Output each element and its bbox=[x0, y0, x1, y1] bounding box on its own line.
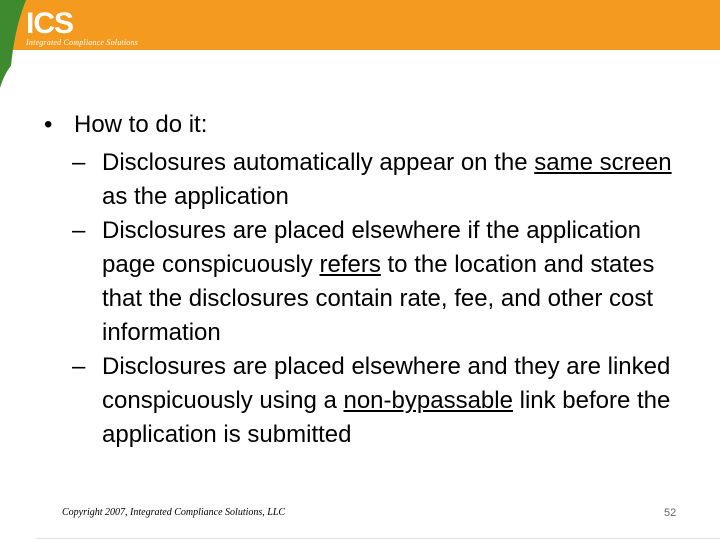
underlined-text: refers bbox=[319, 251, 381, 278]
sub-bullet-item bbox=[44, 146, 684, 214]
main-bullet-text: How to do it: bbox=[74, 111, 208, 138]
copyright-footer: Copyright 2007, Integrated Compliance Solutions, LLC bbox=[62, 507, 286, 518]
sub-bullet-text: Disclosures automatically appear on the bbox=[102, 149, 535, 176]
sub-bullet-item bbox=[44, 214, 684, 350]
bullet-dot-icon: • bbox=[44, 111, 53, 138]
sub-bullet-text: to the location and states that the disclosures contain rate, fee, and other cost information bbox=[102, 251, 655, 346]
sub-bullet-text: Disclosures are placed elsewhere if the application page conspicuously bbox=[102, 217, 641, 278]
dash-icon: – bbox=[72, 149, 86, 176]
bottom-divider bbox=[36, 538, 720, 539]
underlined-text: non-bypassable bbox=[343, 387, 513, 414]
logo-tagline: Integrated Compliance Solutions bbox=[26, 38, 138, 47]
sub-bullet-text: Disclosures are placed elsewhere and they are linked conspicuously using a bbox=[102, 353, 671, 414]
dash-icon: – bbox=[72, 353, 86, 380]
sub-bullet-list bbox=[44, 146, 684, 452]
sub-bullet-text: as the application bbox=[102, 183, 289, 210]
sub-bullet-item bbox=[44, 350, 684, 452]
underlined-text: same screen bbox=[534, 149, 672, 176]
dash-icon: – bbox=[72, 217, 86, 244]
slide-content bbox=[44, 108, 684, 452]
page-number: 52 bbox=[664, 507, 677, 519]
sub-bullet-text: link before the application is submitted bbox=[102, 387, 671, 448]
logo-mark: ICS bbox=[26, 7, 74, 40]
ics-logo bbox=[26, 7, 138, 48]
main-bullet bbox=[44, 108, 684, 141]
